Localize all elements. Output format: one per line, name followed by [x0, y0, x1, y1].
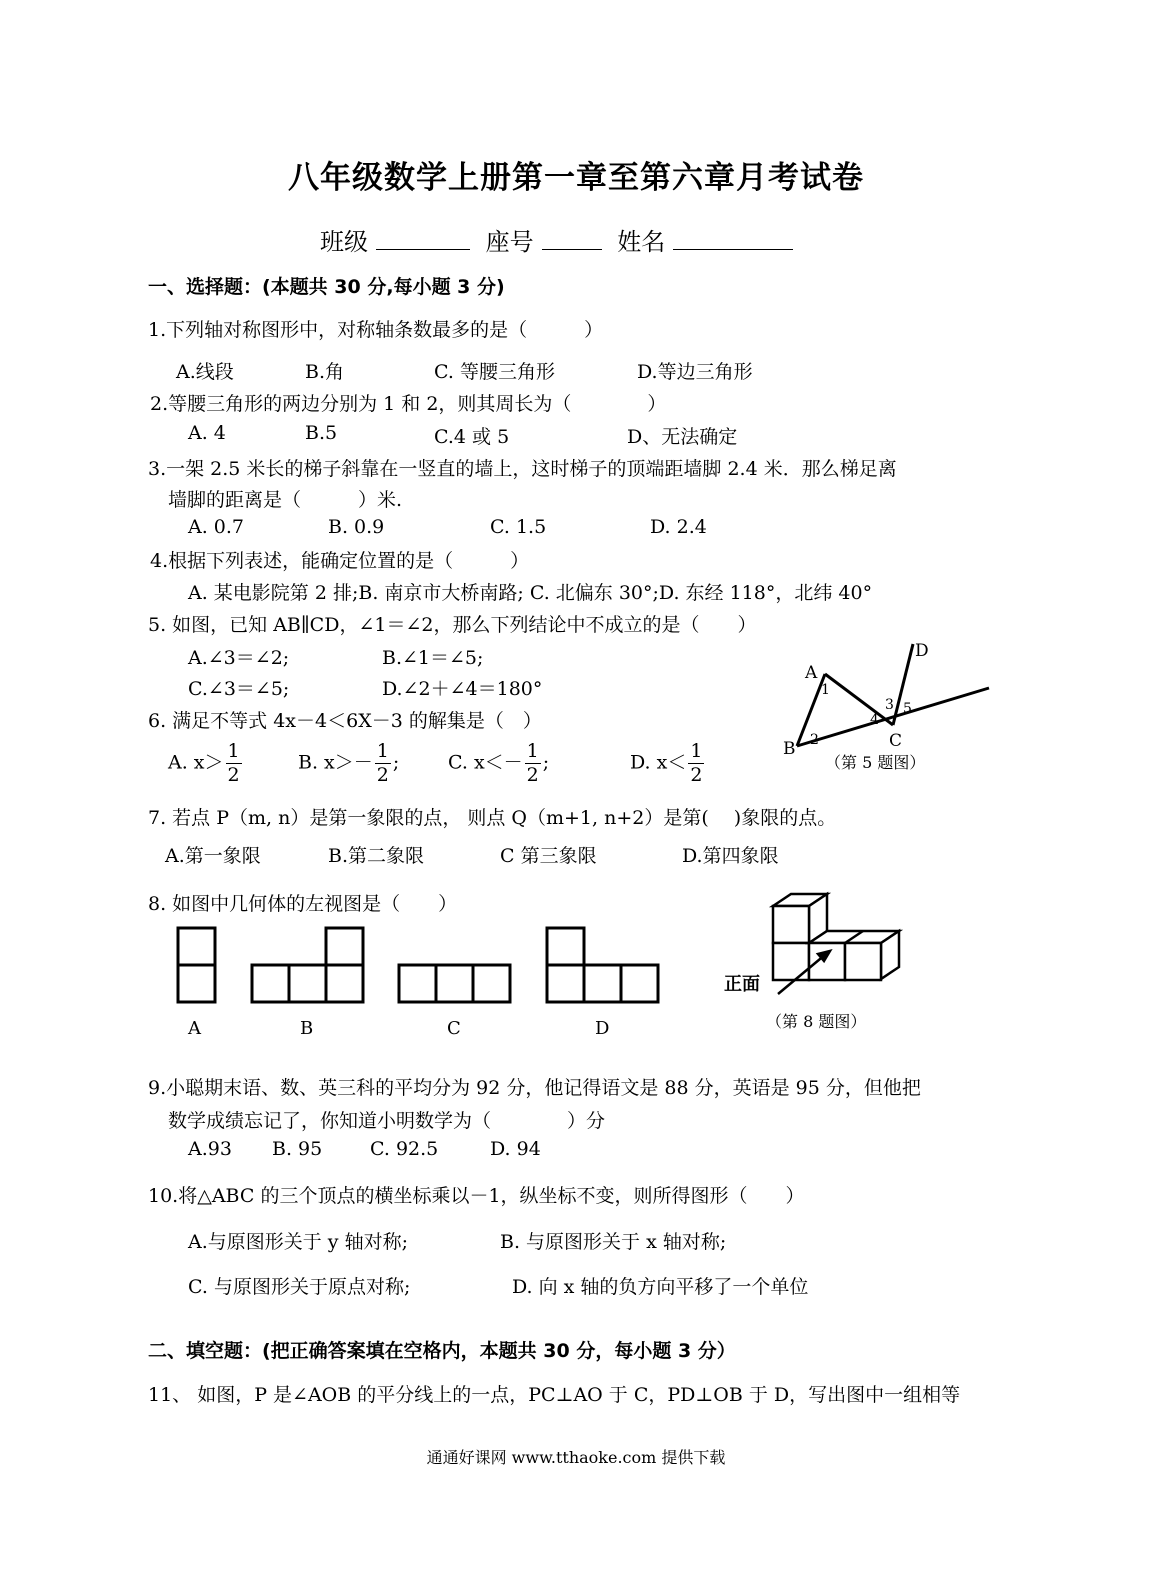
q6-c-numerator: 1	[526, 740, 539, 762]
q5-option-a: A.∠3＝∠2;	[188, 647, 290, 669]
q3-option-d: D. 2.4	[650, 516, 707, 538]
q10-option-c: C. 与原图形关于原点对称;	[188, 1276, 411, 1298]
fig5-label-d: D	[915, 641, 929, 661]
fig5-angle-3: 3	[885, 697, 894, 713]
q6-b-numerator: 1	[376, 740, 389, 762]
q6-option-c-text: C. x＜－	[448, 751, 523, 774]
question-3-line-2: 墙脚的距离是（ ）米.	[168, 489, 403, 511]
section-1-heading: 一、选择题：(本题共 30 分,每小题 3 分)	[148, 276, 505, 298]
q8-view-d	[547, 928, 658, 1002]
question-1: 1.下列轴对称图形中，对称轴条数最多的是（ ）	[148, 319, 604, 341]
q2-option-d: D、无法确定	[627, 426, 738, 448]
question-9-line-2: 数学成绩忘记了，你知道小明数学为（ ）分	[168, 1110, 606, 1132]
fig5-line-ac	[825, 674, 893, 725]
student-info-line	[320, 222, 801, 257]
q6-option-a-text: A. x＞	[168, 751, 224, 774]
q2-option-b: B.5	[305, 422, 338, 444]
q3-option-b: B. 0.9	[328, 516, 385, 538]
seat-label: 座号	[485, 228, 534, 256]
q8-view-a	[178, 928, 215, 1002]
question-9-line-1: 9.小聪期末语、数、英三科的平均分为 92 分，他记得语文是 88 分，英语是 95 分，但他把	[148, 1077, 921, 1099]
question-7: 7. 若点 P（m, n）是第一象限的点， 则点 Q（m+1, n+2）是第( )象限的点。	[148, 807, 837, 829]
footer-source: 通通好课网 www.tthaoke.com 提供下载	[426, 1448, 726, 1467]
question-2: 2.等腰三角形的两边分别为 1 和 2，则其周长为（ ）	[150, 393, 667, 415]
q1-option-b: B.角	[305, 361, 345, 383]
q3-option-a: A. 0.7	[188, 516, 245, 538]
question-11: 11、 如图，P 是∠AOB 的平分线上的一点，PC⊥AO 于 C，PD⊥OB 于 D，写出图中一组相等	[148, 1384, 961, 1406]
question-6: 6. 满足不等式 4x－4＜6X－3 的解集是（ ）	[148, 710, 542, 732]
q2-option-c: C.4 或 5	[434, 426, 510, 448]
q9-option-d: D. 94	[490, 1138, 541, 1160]
q6-d-numerator: 1	[690, 740, 703, 762]
fig5-angle-2: 2	[810, 732, 819, 748]
q8-label-a: A	[188, 1018, 201, 1039]
q6-option-a	[168, 742, 244, 785]
fig8-front-label: 正面	[724, 974, 760, 995]
q6-d-denominator: 2	[690, 764, 703, 786]
question-5: 5. 如图，已知 AB∥CD，∠1＝∠2，那么下列结论中不成立的是（ ）	[148, 614, 757, 636]
fig8-caption: （第 8 题图）	[766, 1012, 867, 1031]
q5-option-c: C.∠3＝∠5;	[188, 678, 290, 700]
q6-b-denominator: 2	[376, 764, 389, 786]
q10-option-d: D. 向 x 轴的负方向平移了一个单位	[512, 1276, 809, 1298]
q1-option-a: A.线段	[176, 361, 234, 383]
question-10: 10.将△ABC 的三个顶点的横坐标乘以－1，纵坐标不变，则所得图形（ ）	[148, 1185, 805, 1207]
q8-view-b	[252, 928, 363, 1002]
q1-option-d: D.等边三角形	[637, 361, 753, 383]
name-blank	[673, 227, 793, 250]
q8-view-c	[399, 965, 510, 1002]
question-8: 8. 如图中几何体的左视图是（ ）	[148, 893, 458, 915]
q6-a-denominator: 2	[227, 764, 240, 786]
q7-option-c: C 第三象限	[500, 845, 597, 867]
q3-option-c: C. 1.5	[490, 516, 547, 538]
q5-option-b: B.∠1＝∠5;	[382, 647, 484, 669]
q7-option-a: A.第一象限	[165, 845, 261, 867]
fig5-angle-1: 1	[821, 682, 830, 698]
question-4: 4.根据下列表述，能确定位置的是（ ）	[150, 550, 530, 572]
q10-option-a: A.与原图形关于 y 轴对称;	[188, 1231, 408, 1253]
q9-option-c: C. 92.5	[370, 1138, 439, 1160]
q8-label-c: C	[447, 1018, 461, 1039]
fig5-caption: （第 5 题图）	[825, 753, 926, 772]
name-label: 姓名	[617, 228, 666, 256]
q6-option-b-text: B. x＞－	[298, 751, 373, 774]
q6-c-separator: ;	[542, 751, 550, 774]
q7-option-b: B.第二象限	[328, 845, 425, 867]
fig5-label-b: B	[783, 739, 796, 759]
q8-label-b: B	[300, 1018, 314, 1039]
q10-option-b: B. 与原图形关于 x 轴对称;	[500, 1231, 727, 1253]
fig5-label-a: A	[805, 663, 818, 683]
q6-a-numerator: 1	[227, 740, 240, 762]
q6-option-d	[630, 742, 706, 785]
fig5-angle-5: 5	[903, 701, 912, 717]
question-3-line-1: 3.一架 2.5 米长的梯子斜靠在一竖直的墙上，这时梯子的顶端距墙脚 2.4 米．那么梯足离	[148, 458, 897, 480]
q6-option-b	[298, 742, 399, 785]
q4-options: A. 某电影院第 2 排;B. 南京市大桥南路; C. 北偏东 30°;D. 东经 118°，北纬 40°	[188, 582, 873, 604]
seat-blank	[542, 227, 602, 250]
fig5-label-c: C	[889, 731, 903, 751]
q6-option-d-text: D. x＜	[630, 751, 687, 774]
section-2-heading: 二、填空题：(把正确答案填在空格内，本题共 30 分，每小题 3 分）	[148, 1340, 736, 1362]
q9-option-a: A.93	[188, 1138, 232, 1160]
q6-b-separator: ;	[392, 751, 400, 774]
figure-8	[718, 890, 918, 1040]
q5-option-d: D.∠2＋∠4＝180°	[382, 678, 543, 700]
q8-label-d: D	[595, 1018, 610, 1039]
page-title: 八年级数学上册第一章至第六章月考试卷	[288, 160, 864, 196]
q6-option-c	[448, 742, 549, 785]
class-label: 班级	[320, 228, 368, 256]
q1-option-c: C. 等腰三角形	[434, 361, 555, 383]
q6-c-denominator: 2	[526, 764, 539, 786]
q7-option-d: D.第四象限	[682, 845, 779, 867]
class-blank	[376, 227, 470, 250]
fig5-angle-4: 4	[870, 712, 879, 728]
q9-option-b: B. 95	[272, 1138, 323, 1160]
q8-view-options	[170, 920, 670, 1045]
figure-5	[775, 638, 995, 778]
q2-option-a: A. 4	[188, 422, 226, 444]
